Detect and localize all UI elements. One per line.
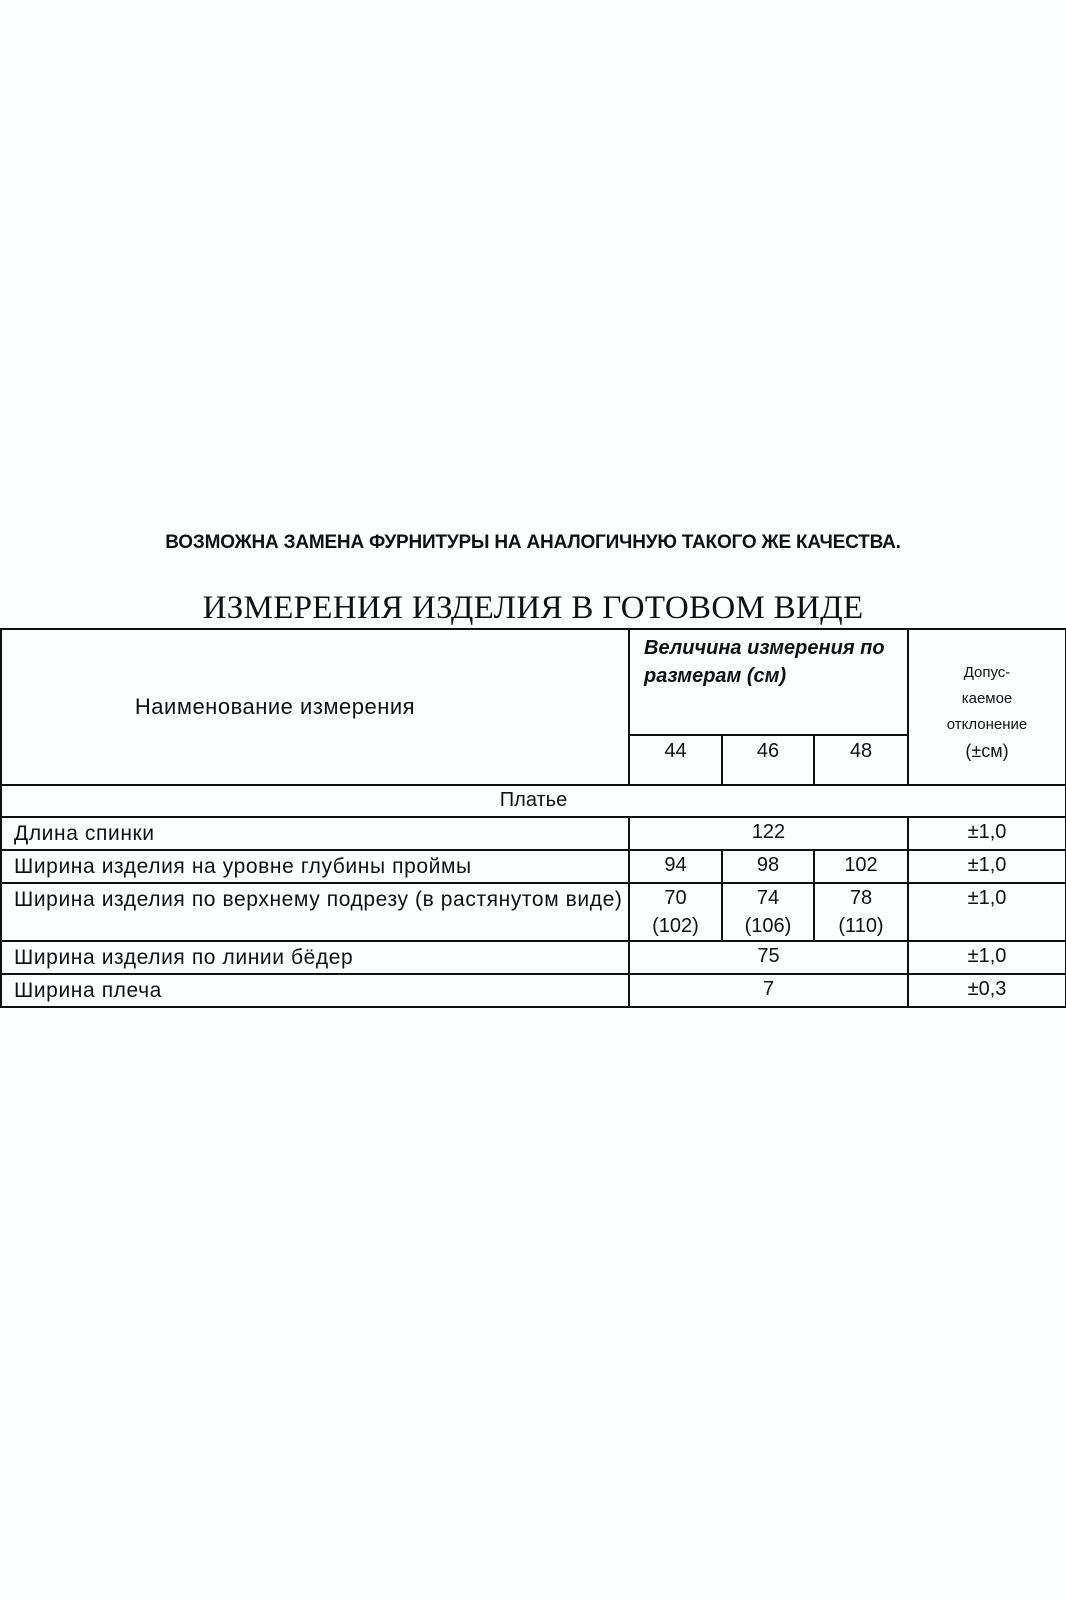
header-tolerance-line: каемое (961, 690, 1013, 707)
row-value-all: 7 (629, 974, 908, 1007)
row-value-all: 75 (629, 941, 908, 974)
row-value-primary: 78 (849, 887, 873, 909)
row-name: Длина спинки (1, 817, 629, 850)
header-tolerance-line: (±см) (965, 741, 1009, 761)
table-row (1, 850, 1066, 883)
table-row (1, 817, 1066, 850)
row-value-primary: 70 (664, 887, 687, 909)
row-value-48: 102 (814, 850, 908, 883)
header-size-48: 48 (814, 735, 908, 785)
row-value-46: 98 (722, 850, 814, 883)
row-name: Ширина изделия по линии бёдер (1, 941, 629, 974)
row-value-46 (722, 883, 814, 941)
row-value-48 (814, 883, 908, 941)
notice-text: ВОЗМОЖНА ЗАМЕНА ФУРНИТУРЫ НА АНАЛОГИЧНУЮ ТАКОГО ЖЕ КАЧЕСТВА. (165, 532, 901, 553)
row-value-44: 94 (629, 850, 722, 883)
row-value-stretched: (102) (652, 915, 699, 937)
header-tolerance-line: Допус- (963, 664, 1011, 681)
row-name: Ширина изделия по верхнему подрезу (в растянутом виде) (1, 883, 629, 941)
row-name: Ширина плеча (1, 974, 629, 1007)
table-row (1, 941, 1066, 974)
header-size-46: 46 (722, 735, 814, 785)
header-measurement-name: Наименование измерения (1, 629, 629, 785)
header-size-group: Величина измерения по размерам (см) (629, 629, 908, 735)
measurements-table (0, 628, 1066, 1008)
row-tolerance: ±1,0 (908, 850, 1066, 883)
table-row (1, 974, 1066, 1007)
document-title: ИЗМЕРЕНИЯ ИЗДЕЛИЯ В ГОТОВОМ ВИДЕ (202, 590, 864, 626)
row-value-44 (629, 883, 722, 941)
table-header-row (1, 629, 1066, 735)
row-value-stretched: (106) (744, 915, 792, 937)
header-tolerance-line: отклонение (946, 716, 1028, 733)
row-tolerance: ±1,0 (908, 941, 1066, 974)
row-value-primary: 74 (756, 887, 780, 909)
row-value-all: 122 (629, 817, 908, 850)
table-row (1, 883, 1066, 941)
row-name: Ширина изделия на уровне глубины проймы (1, 850, 629, 883)
row-value-stretched: (110) (838, 915, 884, 937)
header-tolerance (908, 629, 1066, 785)
table-section-row (1, 785, 1066, 817)
row-tolerance: ±0,3 (908, 974, 1066, 1007)
header-size-44: 44 (629, 735, 722, 785)
section-label: Платье (1, 785, 1066, 817)
row-tolerance: ±1,0 (908, 883, 1066, 941)
row-tolerance: ±1,0 (908, 817, 1066, 850)
